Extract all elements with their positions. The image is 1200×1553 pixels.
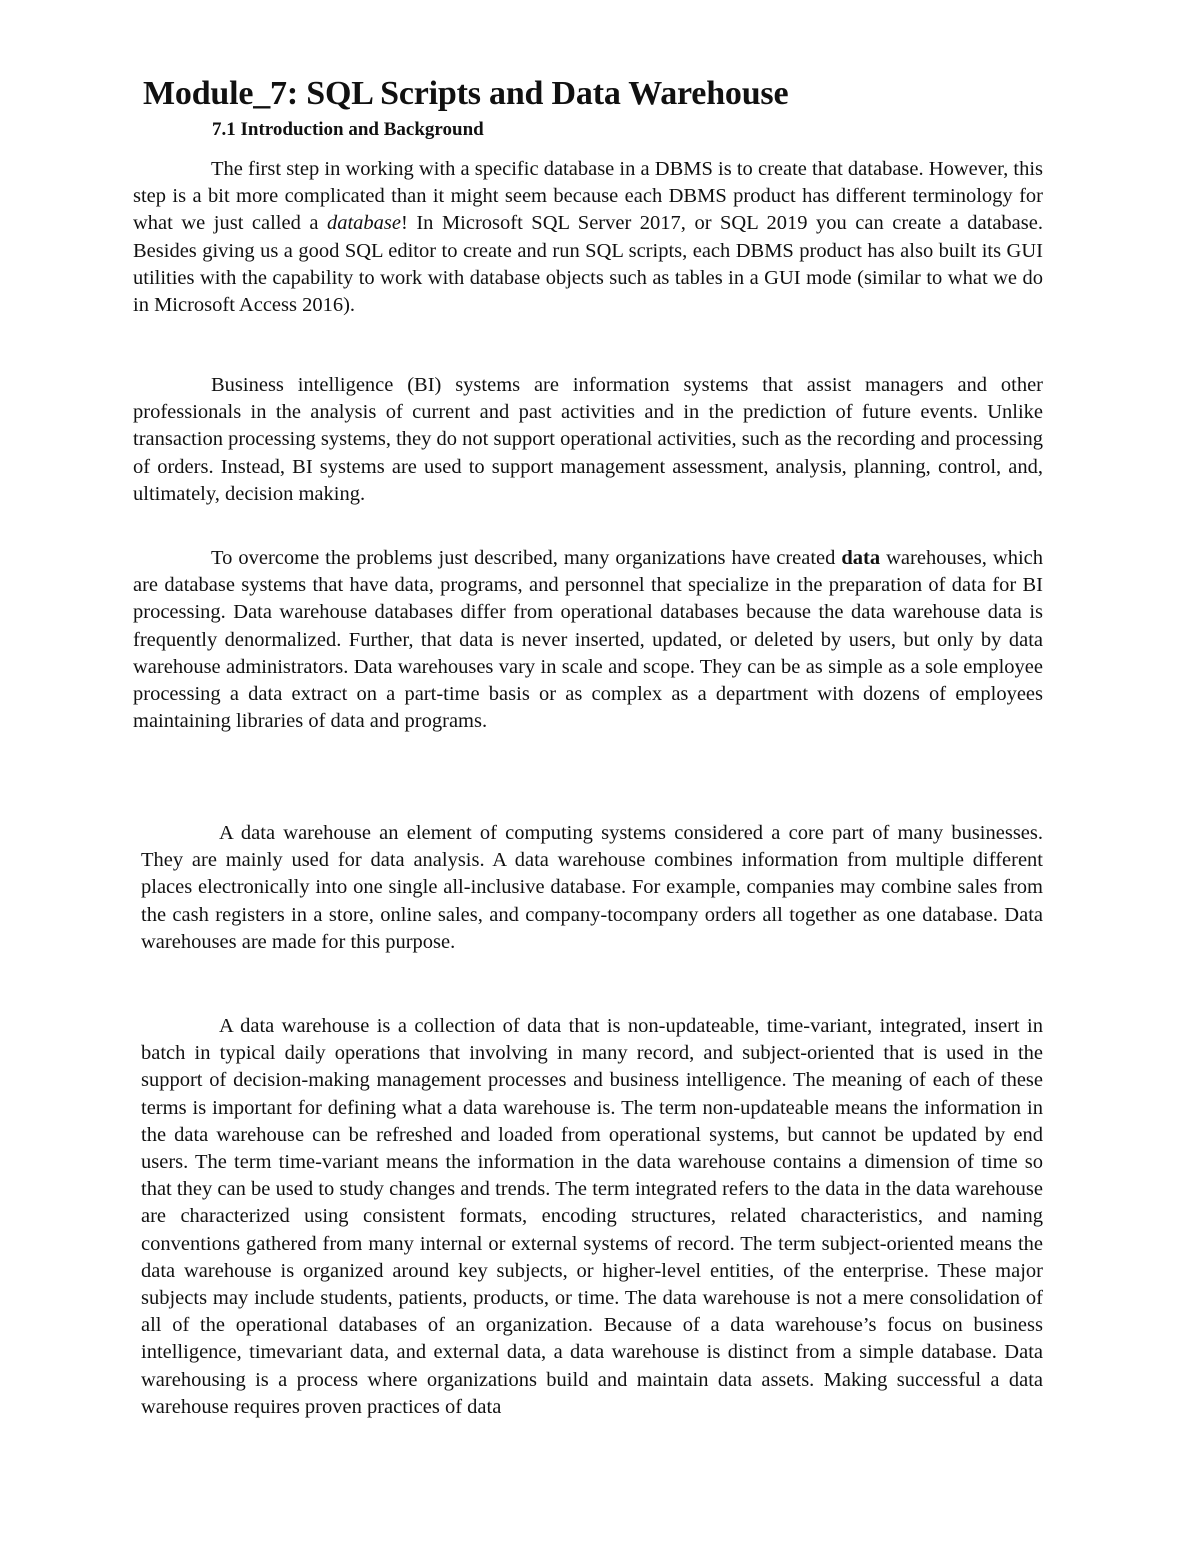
- paragraph-dbms-intro: [133, 156, 1043, 319]
- paragraph-text: ! In Microsoft SQL Server 2017, or SQL 2019 you can create a database. Besides giving us a good SQL editor to create and run SQL scripts, each DBMS product has also built its GUI utilities with the capability to work with database objects such as tables in a GUI mode (similar to what we do in Microsoft Access 2016).: [133, 212, 1043, 317]
- paragraph-business-intelligence: Business intelligence (BI) systems are information systems that assist managers and other professionals in the analysis of current and past activities and in the prediction of future events. Unlike transaction processing systems, they do not support operational activities, such as the recording and processing of orders. Instead, BI systems are used to support management assessment, analysis, planning, control, and, ultimately, decision making.: [133, 374, 1043, 505]
- section-heading: 7.1 Introduction and Background: [212, 119, 484, 140]
- paragraph-text: To overcome the problems just described, many organizations have created: [211, 547, 842, 569]
- paragraph-warehouse-element: A data warehouse an element of computing systems considered a core part of many businesses. They are mainly used for data analysis. A data warehouse combines information from multiple different places electronically into one single all-inclusive database. For example, companies may combine sales from the cash registers in a store, online sales, and company-tocompany orders all together as one database. Data warehouses are made for this purpose.: [141, 822, 1043, 953]
- paragraph-data-warehouses: [133, 545, 1043, 735]
- page-title: Module_7: SQL Scripts and Data Warehouse: [143, 75, 789, 112]
- paragraph-text: The first step in working with a specific database in a DBMS is to create that database. However, this step is a bit more complicated than it might seem because each DBMS product has different terminology for what we just called a: [133, 158, 1043, 235]
- emphasis-database: database: [326, 212, 402, 235]
- bold-term-data: data: [841, 547, 881, 569]
- paragraph-warehouse-definition: A data warehouse is a collection of data that is non-updateable, time-variant, integrated, insert in batch in typical daily operations that involving in many record, and subject-oriented that is used in the support of decision-making management processes and business intelligence. The meaning of each of these terms is important for defining what a data warehouse is. The term non-updateable means the information in the data warehouse can be refreshed and loaded from operational systems, but cannot be updated by end users. The term time-variant means the information in the data warehouse contains a dimension of time so that they can be used to study changes and trends. The term integrated refers to the data in the data warehouse are characterized using consistent formats, encoding structures, related characteristics, and naming conventions gathered from many internal or external systems of record. The term subject-oriented means the data warehouse is organized around key subjects, or higher-level entities, of the enterprise. These major subjects may include students, patients, products, or time. The data warehouse is not a mere consolidation of all of the operational databases of an organization. Because of a data warehouse’s focus on business intelligence, timevariant data, and external data, a data warehouse is distinct from a simple database. Data warehousing is a process where organizations build and maintain data assets. Making successful a data warehouse requires proven practices of data: [141, 1015, 1043, 1418]
- paragraph-text: warehouses, which are database systems that have data, programs, and personnel that specialize in the preparation of data for BI processing. Data warehouse databases differ from operational databases because the data warehouse data is frequently denormalized. Further, that data is never inserted, updated, or deleted by users, but only by data warehouse administrators. Data warehouses vary in scale and scope. They can be as simple as a sole employee processing a data extract on a part-time basis or as complex as a department with dozens of employees maintaining libraries of data and programs.: [133, 547, 1043, 733]
